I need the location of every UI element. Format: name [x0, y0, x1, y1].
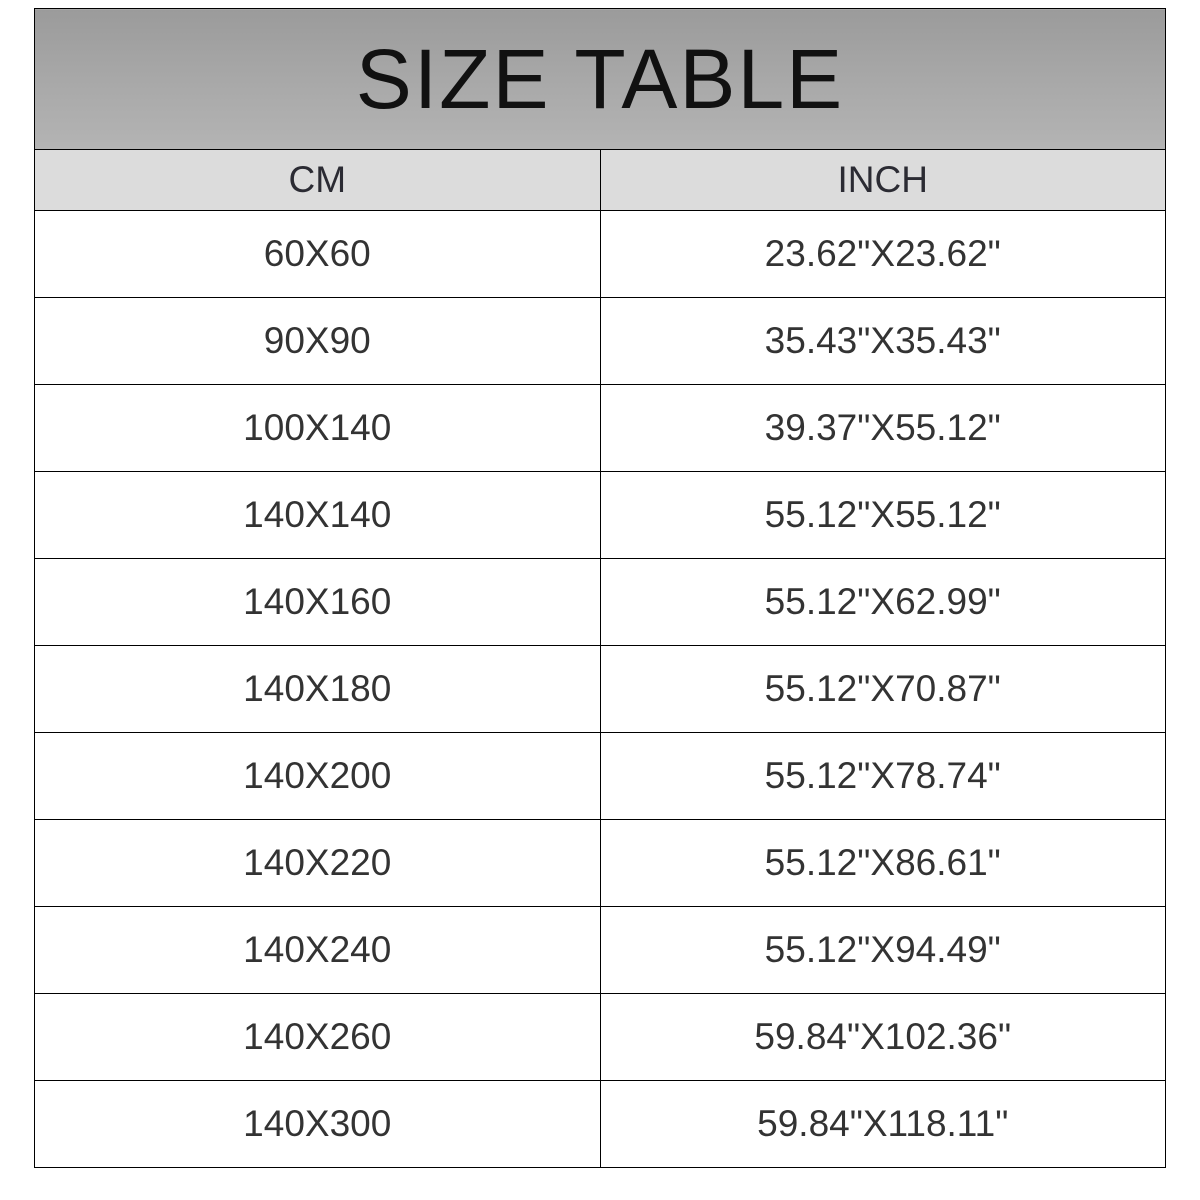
cell-inch: 55.12"X55.12" [600, 472, 1166, 559]
cell-cm: 140X300 [35, 1081, 601, 1168]
table-row [35, 211, 1166, 298]
table-row [35, 820, 1166, 907]
cell-cm: 90X90 [35, 298, 601, 385]
table-row [35, 733, 1166, 820]
cell-inch: 55.12"X62.99" [600, 559, 1166, 646]
cell-cm: 140X260 [35, 994, 601, 1081]
cell-cm: 100X140 [35, 385, 601, 472]
cell-cm: 140X180 [35, 646, 601, 733]
table-row [35, 385, 1166, 472]
size-table [34, 8, 1166, 1168]
table-row [35, 472, 1166, 559]
cell-inch: 39.37"X55.12" [600, 385, 1166, 472]
table-header-row [35, 150, 1166, 211]
cell-inch: 59.84"X102.36" [600, 994, 1166, 1081]
column-header-cm: CM [35, 150, 601, 211]
table-row [35, 907, 1166, 994]
table-row [35, 994, 1166, 1081]
cell-inch: 55.12"X94.49" [600, 907, 1166, 994]
cell-inch: 59.84"X118.11" [600, 1081, 1166, 1168]
cell-inch: 55.12"X86.61" [600, 820, 1166, 907]
table-title-row [35, 9, 1166, 150]
cell-cm: 140X160 [35, 559, 601, 646]
table-row [35, 298, 1166, 385]
cell-inch: 55.12"X78.74" [600, 733, 1166, 820]
table-row [35, 646, 1166, 733]
cell-inch: 35.43"X35.43" [600, 298, 1166, 385]
table-row [35, 1081, 1166, 1168]
cell-cm: 140X220 [35, 820, 601, 907]
column-header-inch: INCH [600, 150, 1166, 211]
cell-cm: 140X140 [35, 472, 601, 559]
page-title: SIZE TABLE [35, 9, 1166, 150]
cell-cm: 140X200 [35, 733, 601, 820]
cell-cm: 60X60 [35, 211, 601, 298]
table-row [35, 559, 1166, 646]
cell-inch: 55.12"X70.87" [600, 646, 1166, 733]
cell-cm: 140X240 [35, 907, 601, 994]
cell-inch: 23.62"X23.62" [600, 211, 1166, 298]
